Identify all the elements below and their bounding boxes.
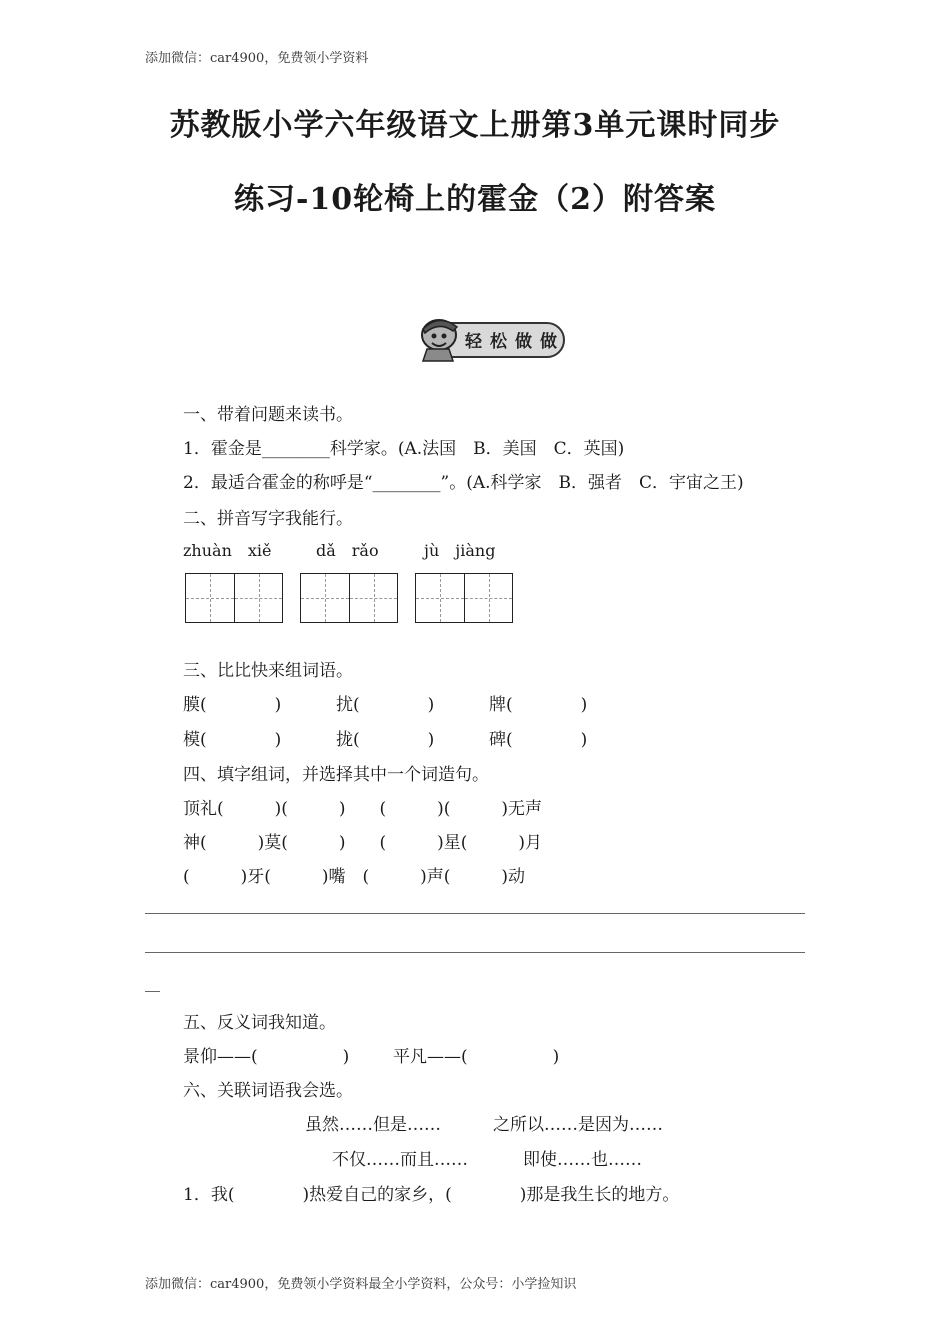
word-item: 碑( ) bbox=[489, 730, 588, 750]
conjunction-option: 虽然……但是…… bbox=[305, 1115, 441, 1135]
writing-cell[interactable] bbox=[301, 574, 349, 622]
answer-line-end bbox=[145, 991, 160, 992]
section4-heading: 四、填字组词，并选择其中一个词造句。 bbox=[183, 765, 489, 785]
pinyin-1: zhuàn xiě bbox=[183, 541, 272, 560]
banner-char: 轻 bbox=[465, 332, 482, 352]
section6-heading: 六、关联词语我会选。 bbox=[183, 1081, 353, 1101]
writing-grid[interactable] bbox=[300, 573, 398, 623]
word-item: 牌( ) bbox=[489, 695, 588, 715]
word-item: 膜( ) bbox=[183, 695, 282, 715]
conjunction-option: 即使……也…… bbox=[523, 1150, 642, 1170]
page-title-line2: 练习-10轮椅上的霍金（2）附答案 bbox=[233, 182, 717, 217]
fill-row-2: 神( )莫( ) ( )星( )月 bbox=[183, 833, 543, 853]
exercise-banner bbox=[413, 313, 568, 365]
writing-grid[interactable] bbox=[185, 573, 283, 623]
writing-cell[interactable] bbox=[416, 574, 464, 622]
writing-cell[interactable] bbox=[186, 574, 234, 622]
question-1-2: 2．最适合霍金的称呼是“________”。(A.科学家 B．强者 C．宇宙之王) bbox=[183, 473, 744, 493]
conjunction-option: 之所以……是因为…… bbox=[493, 1115, 663, 1135]
answer-line bbox=[145, 952, 805, 953]
fill-row-3: ( )牙( )嘴 ( )声( )动 bbox=[183, 867, 526, 887]
banner-char: 松 bbox=[490, 332, 507, 352]
section2-heading: 二、拼音写字我能行。 bbox=[183, 509, 353, 529]
writing-cell[interactable] bbox=[349, 574, 397, 622]
page-title-line1: 苏教版小学六年级语文上册第3单元课时同步 bbox=[169, 108, 781, 143]
banner-char: 做 bbox=[540, 332, 557, 352]
header-note: 添加微信：car4900，免费领小学资料 bbox=[145, 51, 369, 66]
writing-cell[interactable] bbox=[234, 574, 282, 622]
pinyin-3: jù jiàng bbox=[424, 541, 496, 560]
fill-row-1: 顶礼( )( ) ( )( )无声 bbox=[183, 799, 543, 819]
section5-heading: 五、反义词我知道。 bbox=[183, 1013, 336, 1033]
banner-char: 做 bbox=[515, 332, 532, 352]
word-item: 拢( ) bbox=[336, 730, 435, 750]
word-item: 模( ) bbox=[183, 730, 282, 750]
section3-heading: 三、比比快来组词语。 bbox=[183, 661, 353, 681]
section1-heading: 一、带着问题来读书。 bbox=[183, 405, 353, 425]
antonym-item: 景仰——( ) bbox=[183, 1047, 350, 1067]
answer-line bbox=[145, 913, 805, 914]
question-6-1: 1．我( )热爱自己的家乡，( )那是我生长的地方。 bbox=[183, 1185, 680, 1205]
writing-grid[interactable] bbox=[415, 573, 513, 623]
word-item: 扰( ) bbox=[336, 695, 435, 715]
antonym-item: 平凡——( ) bbox=[393, 1047, 560, 1067]
pinyin-2: dǎ rǎo bbox=[316, 541, 379, 560]
writing-cell[interactable] bbox=[464, 574, 512, 622]
conjunction-option: 不仅……而且…… bbox=[332, 1150, 468, 1170]
question-1-1: 1．霍金是________科学家。(A.法国 B．美国 C．英国) bbox=[183, 439, 625, 459]
footer-note: 添加微信：car4900，免费领小学资料最全小学资料，公众号：小学捡知识 bbox=[145, 1277, 577, 1292]
